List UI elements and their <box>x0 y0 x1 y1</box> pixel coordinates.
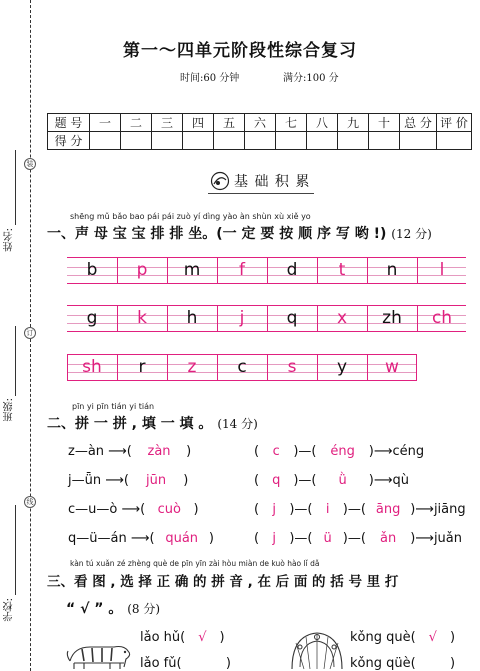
table-cell: 一 <box>90 114 121 132</box>
initial-r: r <box>138 357 146 377</box>
score-input-cell[interactable] <box>245 132 276 150</box>
answer-blank[interactable]: j <box>272 502 277 517</box>
score-input-cell[interactable] <box>90 132 121 150</box>
initial-m: m <box>183 260 201 280</box>
table-cell: 评 价 <box>437 114 472 132</box>
binding-hole-mark: 线 <box>24 496 36 508</box>
initial-n: n <box>386 260 398 280</box>
q3-instruction: 三、看 图 , 选 择 正 确 的 拼 音 , 在 后 面 的 括 号 里 打 <box>47 574 399 590</box>
q3-item-kongque-wrong: kǒng qüè( ) <box>350 656 456 671</box>
table-cell: 三 <box>152 114 183 132</box>
initial-y: y <box>336 357 348 377</box>
answer-blank[interactable]: quán <box>165 531 199 546</box>
answer-blank[interactable]: éng <box>330 444 355 459</box>
initial-c: c <box>237 357 247 377</box>
page-title: 第一～四单元阶段性综合复习 <box>123 41 357 61</box>
peacock-icon <box>288 629 346 671</box>
initial-zh: zh <box>382 308 402 328</box>
pinyin-grid-row-3 <box>67 354 417 381</box>
initial-p-answer: p <box>136 260 148 280</box>
score-input-cell[interactable] <box>183 132 214 150</box>
initial-f-answer: f <box>239 260 245 280</box>
table-cell: 得 分 <box>48 132 90 150</box>
initial-g: g <box>86 308 98 328</box>
section-heading: 基 础 积 累 <box>234 174 311 190</box>
q3-instruction-line2 <box>66 598 160 618</box>
answer-blank[interactable]: ǎn <box>379 531 397 546</box>
score-table-score-row <box>48 132 472 150</box>
q1-points: (12 分) <box>391 227 432 241</box>
pinyin-grid-row-2 <box>67 305 466 332</box>
score-input-cell[interactable] <box>400 132 437 150</box>
q3-points: (8 分) <box>127 602 161 616</box>
table-cell: 六 <box>245 114 276 132</box>
q3-item-laohu: lǎo hǔ( √ ) <box>140 630 225 645</box>
q2-left-item-4: q—ü—án ⟶( quán ) <box>68 531 214 546</box>
answer-blank[interactable]: q <box>272 473 281 488</box>
name-label: 姓名: <box>4 228 15 252</box>
q2-right-item-2: ( q )—( ǜ )⟶qù <box>254 473 409 488</box>
q2-left-item-1: z—àn ⟶( zàn ) <box>68 444 192 459</box>
initial-x-answer: x <box>336 308 348 328</box>
q3-pinyin: kàn tú xuǎn zé zhèng què de pīn yīn zài hòu miàn de kuò hào lǐ dǎ <box>70 559 320 568</box>
q2-text: 二、拼 一 拼 , 填 一 填 。 <box>47 416 213 432</box>
binding-hole-mark: 订 <box>24 327 36 339</box>
score-input-cell[interactable] <box>276 132 307 150</box>
score-input-cell[interactable] <box>214 132 245 150</box>
school-label: 学校: <box>4 598 15 622</box>
q2-left-item-2: j—ǖn ⟶( jūn ) <box>68 473 189 488</box>
full-score: 满分:100 分 <box>283 73 339 84</box>
q2-left-item-3: c—u—ò ⟶( cuò ) <box>68 502 199 517</box>
table-cell: 题 号 <box>48 114 90 132</box>
answer-blank[interactable]: cuò <box>157 502 181 517</box>
section-emblem-icon <box>209 171 231 191</box>
initial-s-answer: s <box>287 357 297 377</box>
initial-j-answer: j <box>239 308 245 328</box>
tiger-icon <box>64 637 134 671</box>
table-cell: 总 分 <box>400 114 437 132</box>
school-blank-line <box>15 505 16 595</box>
score-input-cell[interactable] <box>437 132 472 150</box>
answer-blank[interactable]: i <box>325 502 330 517</box>
name-blank-line <box>15 150 16 225</box>
initial-t-answer: t <box>338 260 346 280</box>
q1-pinyin: shēng mǔ bǎo bao pái pái zuò yí dìng yào àn shùn xù xiě yo <box>70 212 311 221</box>
section-heading-underline <box>208 193 314 194</box>
initial-sh-answer: sh <box>82 357 102 377</box>
q2-right-item-3: ( j )—( i )—( āng )⟶jiāng <box>254 502 466 517</box>
pinyin-grid-row-1 <box>67 257 466 284</box>
answer-blank[interactable]: c <box>272 444 280 459</box>
answer-blank[interactable]: ǜ <box>338 473 347 488</box>
score-table <box>47 113 472 150</box>
q2-instruction <box>47 413 258 433</box>
initial-q: q <box>286 308 298 328</box>
answer-blank[interactable]: ü <box>323 531 332 546</box>
answer-blank[interactable]: zàn <box>147 444 171 459</box>
score-input-cell[interactable] <box>369 132 400 150</box>
initial-k-answer: k <box>137 308 147 328</box>
q1-instruction <box>47 223 432 243</box>
q2-points: (14 分) <box>217 417 258 431</box>
initial-h: h <box>186 308 198 328</box>
score-input-cell[interactable] <box>121 132 152 150</box>
answer-blank[interactable]: āng <box>375 502 401 517</box>
q1-text: 一、声 母 宝 宝 排 排 坐。(一 定 要 按 顺 序 写 哟 !) <box>47 226 387 242</box>
q3-item-laofu: lǎo fǔ( ) <box>140 656 231 671</box>
q2-right-item-4: ( j )—( ü )—( ǎn )⟶juǎn <box>254 531 462 546</box>
table-cell: 九 <box>338 114 369 132</box>
answer-blank[interactable]: jūn <box>146 473 167 488</box>
initial-d: d <box>286 260 298 280</box>
initial-z-answer: z <box>187 357 197 377</box>
score-input-cell[interactable] <box>152 132 183 150</box>
checkmark-answer[interactable]: √ <box>428 630 437 645</box>
score-input-cell[interactable] <box>338 132 369 150</box>
table-cell: 五 <box>214 114 245 132</box>
initial-ch-answer: ch <box>431 308 453 328</box>
binding-hole-mark: 装 <box>24 158 36 170</box>
answer-blank[interactable]: j <box>272 531 277 546</box>
checkmark-answer[interactable]: √ <box>198 630 207 645</box>
initial-b: b <box>86 260 98 280</box>
q2-right-item-1: ( c )—( éng )⟶céng <box>254 444 425 459</box>
table-cell: 八 <box>307 114 338 132</box>
score-table-header-row <box>48 114 472 132</box>
class-blank-line <box>15 326 16 396</box>
q2-pinyin: pīn yi pīn tián yi tián <box>72 402 155 411</box>
score-input-cell[interactable] <box>307 132 338 150</box>
q3-item-kongque: kǒng què( √ ) <box>350 630 456 645</box>
q3-text2: “ √ ” 。 <box>66 601 123 617</box>
table-cell: 七 <box>276 114 307 132</box>
initial-w-answer: w <box>385 357 399 377</box>
initial-l-answer: l <box>439 260 445 280</box>
table-cell: 四 <box>183 114 214 132</box>
time-limit: 时间:60 分钟 <box>180 73 240 84</box>
table-cell: 十 <box>369 114 400 132</box>
table-cell: 二 <box>121 114 152 132</box>
class-label: 班级: <box>4 398 15 422</box>
